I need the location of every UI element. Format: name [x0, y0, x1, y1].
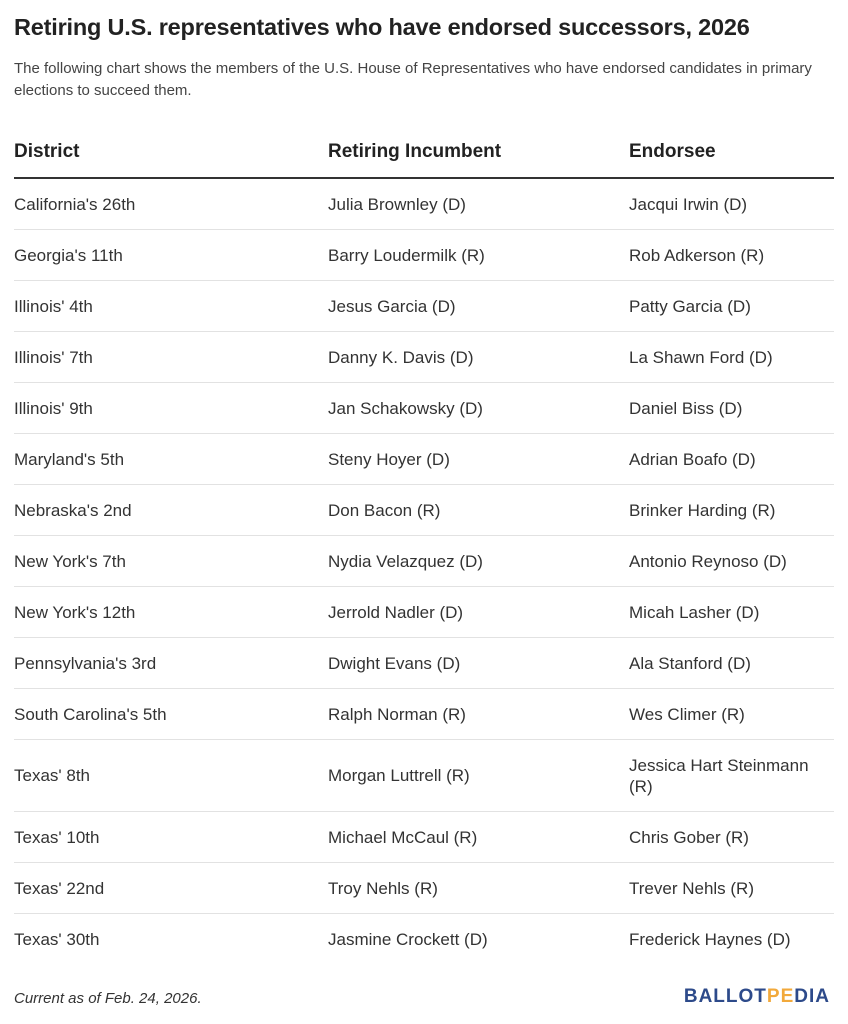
- table-row: [14, 536, 834, 587]
- table-header-row: [14, 126, 834, 178]
- cell-endorsee: Ala Stanford (D): [629, 638, 834, 689]
- cell-district: New York's 12th: [14, 587, 328, 638]
- cell-district: Texas' 30th: [14, 929, 100, 949]
- cell-endorsee: Jacqui Irwin (D): [629, 178, 834, 230]
- cell-endorsee: Daniel Biss (D): [629, 383, 834, 434]
- cell-district: South Carolina's 5th: [14, 689, 328, 740]
- cell-district: Georgia's 11th: [14, 230, 328, 281]
- endorsements-table: [14, 126, 834, 964]
- table-row: [14, 230, 834, 281]
- cell-retiring-incumbent: Jerrold Nadler (D): [328, 587, 629, 638]
- cell-endorsee: Adrian Boafo (D): [629, 434, 834, 485]
- cell-retiring-incumbent: Jasmine Crockett (D): [328, 929, 488, 949]
- cell-retiring-incumbent: Troy Nehls (R): [328, 863, 629, 914]
- cell-retiring-incumbent: Jesus Garcia (D): [328, 281, 629, 332]
- table-row: [14, 914, 834, 965]
- cell-endorsee: La Shawn Ford (D): [629, 332, 834, 383]
- cell-retiring-incumbent: Dwight Evans (D): [328, 638, 629, 689]
- cell-retiring-incumbent: Jan Schakowsky (D): [328, 383, 629, 434]
- cell-endorsee: Antonio Reynoso (D): [629, 536, 834, 587]
- cell-endorsee: Brinker Harding (R): [629, 485, 834, 536]
- ballotpedia-logo: [684, 986, 830, 1008]
- chart-title: Retiring U.S. representatives who have endorsed successors, 2026: [14, 14, 750, 40]
- footnote: Current as of Feb. 24, 2026.: [14, 990, 202, 1007]
- cell-endorsee: Patty Garcia (D): [629, 281, 834, 332]
- column-header-retiring-incumbent: Retiring Incumbent: [328, 126, 629, 178]
- table-row: [14, 434, 834, 485]
- cell-district: Illinois' 4th: [14, 281, 328, 332]
- cell-retiring-incumbent: Julia Brownley (D): [328, 178, 629, 230]
- cell-district: Illinois' 7th: [14, 332, 328, 383]
- cell-district: Illinois' 9th: [14, 383, 328, 434]
- table-row: [14, 740, 834, 812]
- cell-retiring-incumbent: Steny Hoyer (D): [328, 434, 629, 485]
- table-row: [14, 281, 834, 332]
- cell-district: Texas' 22nd: [14, 863, 328, 914]
- cell-district: Maryland's 5th: [14, 434, 328, 485]
- cell-retiring-incumbent: Ralph Norman (R): [328, 689, 629, 740]
- cell-district: Nebraska's 2nd: [14, 485, 328, 536]
- logo-text-pe: PE: [766, 986, 795, 1007]
- cell-endorsee: Jessica Hart Steinmann (R): [629, 740, 834, 812]
- cell-district: California's 26th: [14, 178, 328, 230]
- cell-retiring-incumbent: Nydia Velazquez (D): [328, 536, 629, 587]
- cell-district: Texas' 10th: [14, 812, 328, 863]
- table-row: [14, 485, 834, 536]
- table-row: [14, 812, 834, 863]
- logo-text-ballot: BALLOT: [683, 986, 767, 1007]
- cell-endorsee: Micah Lasher (D): [629, 587, 834, 638]
- cell-endorsee: Trever Nehls (R): [629, 863, 834, 914]
- chart-subtitle: The following chart shows the members of the U.S. House of Representatives who have endorsed candidates in primary elections to succeed them.: [14, 60, 812, 99]
- logo-text-dia: DIA: [794, 986, 830, 1007]
- cell-retiring-incumbent: Don Bacon (R): [328, 485, 629, 536]
- cell-endorsee: Frederick Haynes (D): [629, 929, 791, 949]
- cell-retiring-incumbent: Danny K. Davis (D): [328, 332, 629, 383]
- cell-endorsee: Wes Climer (R): [629, 689, 834, 740]
- cell-district: Texas' 8th: [14, 740, 328, 812]
- cell-district: New York's 7th: [14, 536, 328, 587]
- cell-retiring-incumbent: Michael McCaul (R): [328, 812, 629, 863]
- table-row: [14, 332, 834, 383]
- cell-endorsee: Rob Adkerson (R): [629, 230, 834, 281]
- table-row: [14, 178, 834, 230]
- table-row: [14, 587, 834, 638]
- table-row: [14, 383, 834, 434]
- table-row: [14, 863, 834, 914]
- cell-retiring-incumbent: Morgan Luttrell (R): [328, 740, 629, 812]
- column-header-district: District: [14, 126, 328, 178]
- cell-endorsee: Chris Gober (R): [629, 812, 834, 863]
- cell-retiring-incumbent: Barry Loudermilk (R): [328, 230, 629, 281]
- table-row: [14, 689, 834, 740]
- cell-district: Pennsylvania's 3rd: [14, 638, 328, 689]
- table-row: [14, 638, 834, 689]
- table-body: [14, 178, 834, 964]
- column-header-endorsee: Endorsee: [629, 126, 834, 178]
